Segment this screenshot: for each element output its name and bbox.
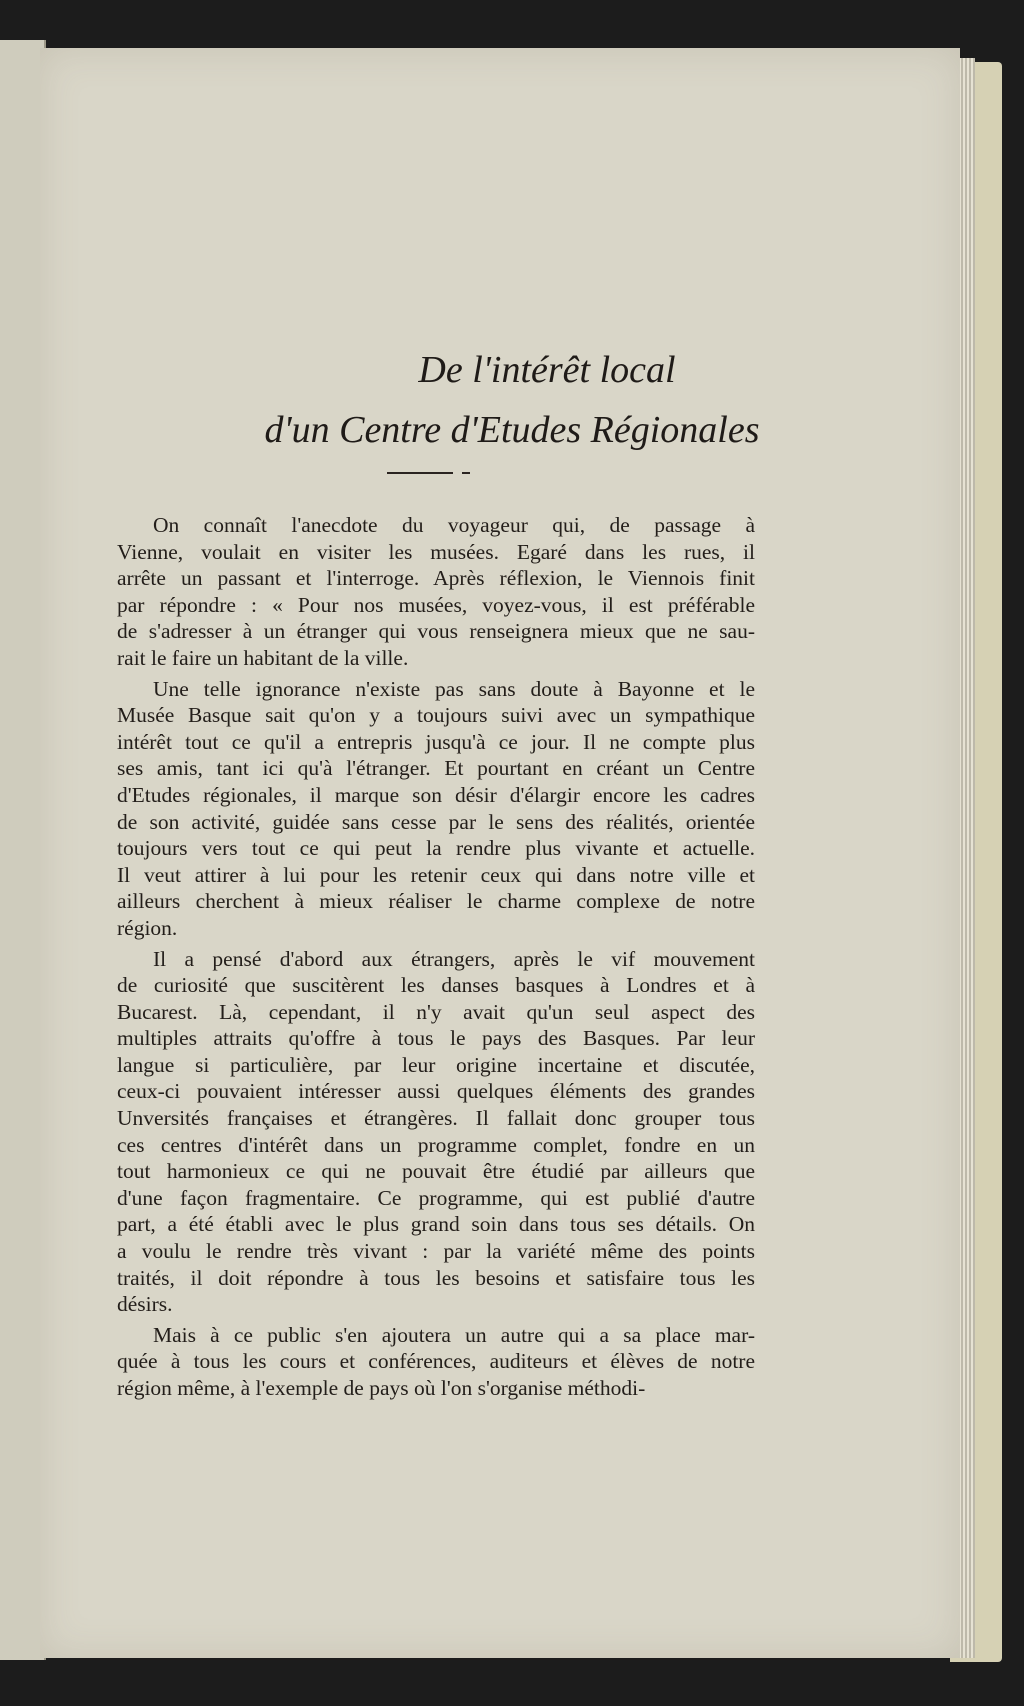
- text-line: Il a pensé d'abord aux étrangers, après le vif mouvement: [153, 946, 755, 971]
- text-line: Une telle ignorance n'existe pas sans doute à Bayonne et le: [153, 676, 755, 701]
- paragraph: [117, 1322, 755, 1402]
- title-divider: [387, 472, 453, 474]
- text-line: toujours vers tout ce qui peut la rendre plus vivante et actuelle.: [117, 836, 755, 861]
- text-line: désirs.: [117, 1292, 173, 1317]
- text-line: ses amis, tant ici qu'à l'étranger. Et pourtant en créant un Centre: [117, 756, 755, 781]
- text-line: Vienne, voulait en visiter les musées. Egaré dans les rues, il: [117, 539, 755, 564]
- paragraph: [117, 512, 755, 672]
- text-line: rait le faire un habitant de la ville.: [117, 645, 409, 670]
- text-line: d'Etudes régionales, il marque son désir d'élargir encore les cadres: [117, 782, 755, 807]
- text-line: Musée Basque sait qu'on y a toujours suivi avec un sympathique: [117, 703, 755, 728]
- title-line-1: De l'intérêt local: [418, 349, 676, 391]
- article-body: [117, 512, 755, 1406]
- text-line: quée à tous les cours et conférences, auditeurs et élèves de notre: [117, 1349, 755, 1374]
- text-line: de son activité, guidée sans cesse par le sens des réalités, orientée: [117, 809, 755, 834]
- text-line: traités, il doit répondre à tous les besoins et satisfaire tous les: [117, 1265, 755, 1290]
- text-line: de curiosité que suscitèrent les danses basques à Londres et à: [117, 973, 755, 998]
- text-line: Mais à ce public s'en ajoutera un autre qui a sa place mar-: [153, 1322, 755, 1347]
- text-line: intérêt tout ce qu'il a entrepris jusqu'à ce jour. Il ne compte plus: [117, 729, 755, 754]
- text-line: a voulu le rendre très vivant : par la variété même des points: [117, 1239, 755, 1264]
- text-line: arrête un passant et l'interroge. Après réflexion, le Viennois finit: [117, 566, 755, 591]
- text-line: On connaît l'anecdote du voyageur qui, de passage à: [153, 513, 755, 537]
- text-line: ces centres d'intérêt dans un programme complet, fondre en un: [117, 1132, 755, 1157]
- text-line: région.: [117, 915, 178, 940]
- text-line: tout harmonieux ce qui ne pouvait être étudié par ailleurs que: [117, 1159, 755, 1184]
- text-line: Il veut attirer à lui pour les retenir ceux qui dans notre ville et: [117, 862, 755, 887]
- text-line: d'une façon fragmentaire. Ce programme, qui est publié d'autre: [117, 1185, 755, 1210]
- text-line: multiples attraits qu'offre à tous le pays des Basques. Par leur: [117, 1026, 755, 1051]
- text-line: région même, à l'exemple de pays où l'on s'organise méthodi-: [117, 1376, 646, 1400]
- title-divider-dash: [462, 472, 470, 474]
- title-line-2: d'un Centre d'Etudes Régionales: [264, 409, 760, 451]
- text-line: ceux-ci pouvaient intéresser aussi quelques éléments des grandes: [117, 1079, 755, 1104]
- text-line: langue si particulière, par leur origine incertaine et discutée,: [117, 1052, 755, 1077]
- paragraph: [117, 946, 755, 1318]
- text-line: de s'adresser à un étranger qui vous renseignera mieux que ne sau-: [117, 619, 755, 644]
- text-line: Unversités françaises et étrangères. Il fallait donc grouper tous: [117, 1106, 755, 1131]
- text-line: ailleurs cherchent à mieux réaliser le charme complexe de notre: [117, 889, 755, 914]
- text-line: par répondre : « Pour nos musées, voyez-vous, il est préférable: [117, 592, 755, 617]
- text-line: part, a été établi avec le plus grand soin dans tous ses détails. On: [117, 1212, 755, 1237]
- paragraph: [117, 676, 755, 942]
- text-line: Bucarest. Là, cependant, il n'y avait qu'un seul aspect des: [117, 999, 755, 1024]
